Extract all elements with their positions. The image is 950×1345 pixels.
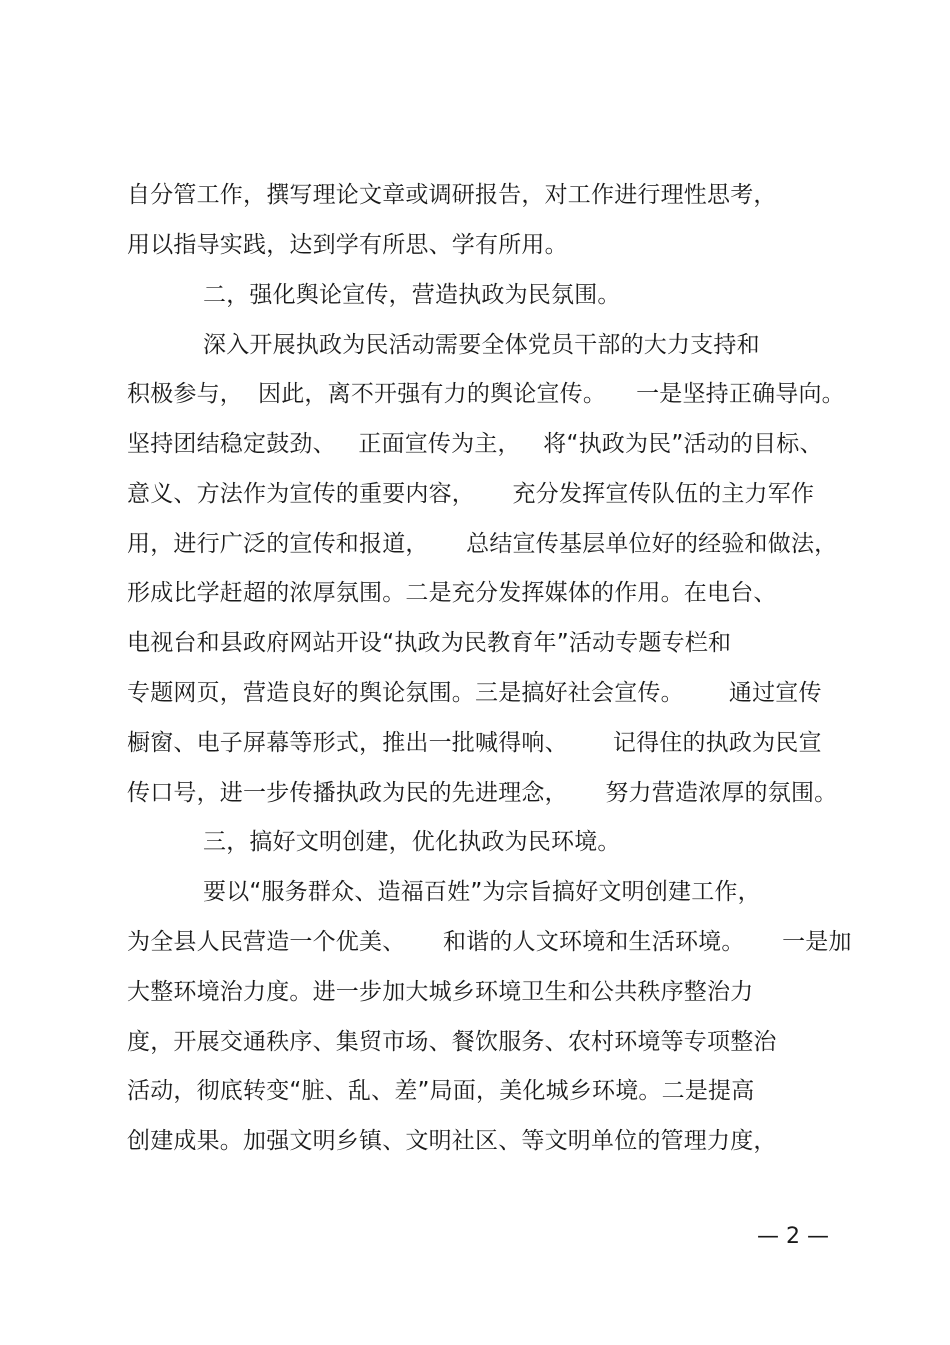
body-line: 为全县人民营造一个优美、 和谐的人文环境和生活环境。 一是加: [127, 929, 852, 955]
body-line: 大整环境治力度。进一步加大城乡环境卫生和公共秩序整治力: [127, 979, 754, 1005]
body-line: 意义、方法作为宣传的重要内容， 充分发挥宣传队伍的主力军作: [127, 481, 815, 507]
body-line: 用以指导实践，达到学有所思、学有所用。: [127, 232, 568, 258]
body-line: 形成比学赶超的浓厚氛围。二是充分发挥媒体的作用。在电台、: [127, 580, 777, 606]
section-heading-3: 三，搞好文明创建，优化执政为民环境。: [203, 829, 621, 855]
body-line: 用，进行广泛的宣传和报道， 总结宣传基层单位好的经验和做法，: [127, 531, 838, 557]
body-line: 深入开展执政为民活动需要全体党员干部的大力支持和: [203, 332, 760, 358]
body-line: 创建成果。加强文明乡镇、文明社区、等文明单位的管理力度，: [127, 1128, 777, 1154]
body-line: 积极参与， 因此，离不开强有力的舆论宣传。 一是坚持正确导向。: [127, 381, 845, 407]
body-line: 传口号，进一步传播执政为民的先进理念， 努力营造浓厚的氛围。: [127, 780, 838, 806]
body-line: 要以“服务群众、造福百姓”为宗旨搞好文明创建工作，: [203, 879, 761, 905]
body-line: 橱窗、电子屏幕等形式，推出一批喊得响、 记得住的执政为民宣: [127, 730, 822, 756]
body-line: 专题网页，营造良好的舆论氛围。三是搞好社会宣传。 通过宣传: [127, 680, 822, 706]
body-line: 自分管工作，撰写理论文章或调研报告，对工作进行理性思考，: [127, 182, 777, 208]
section-heading-2: 二，强化舆论宣传，营造执政为民氛围。: [203, 282, 621, 308]
page-number: — 2 —: [757, 1224, 829, 1249]
body-line: 电视台和县政府网站开设“执政为民教育年”活动专题专栏和: [127, 630, 732, 656]
body-line: 度，开展交通秩序、集贸市场、餐饮服务、农村环境等专项整治: [127, 1029, 777, 1055]
body-line: 坚持团结稳定鼓劲、 正面宣传为主， 将“执政为民”活动的目标、: [127, 431, 823, 457]
body-line: 活动，彻底转变“脏、乱、差”局面，美化城乡环境。二是提高: [127, 1078, 755, 1104]
